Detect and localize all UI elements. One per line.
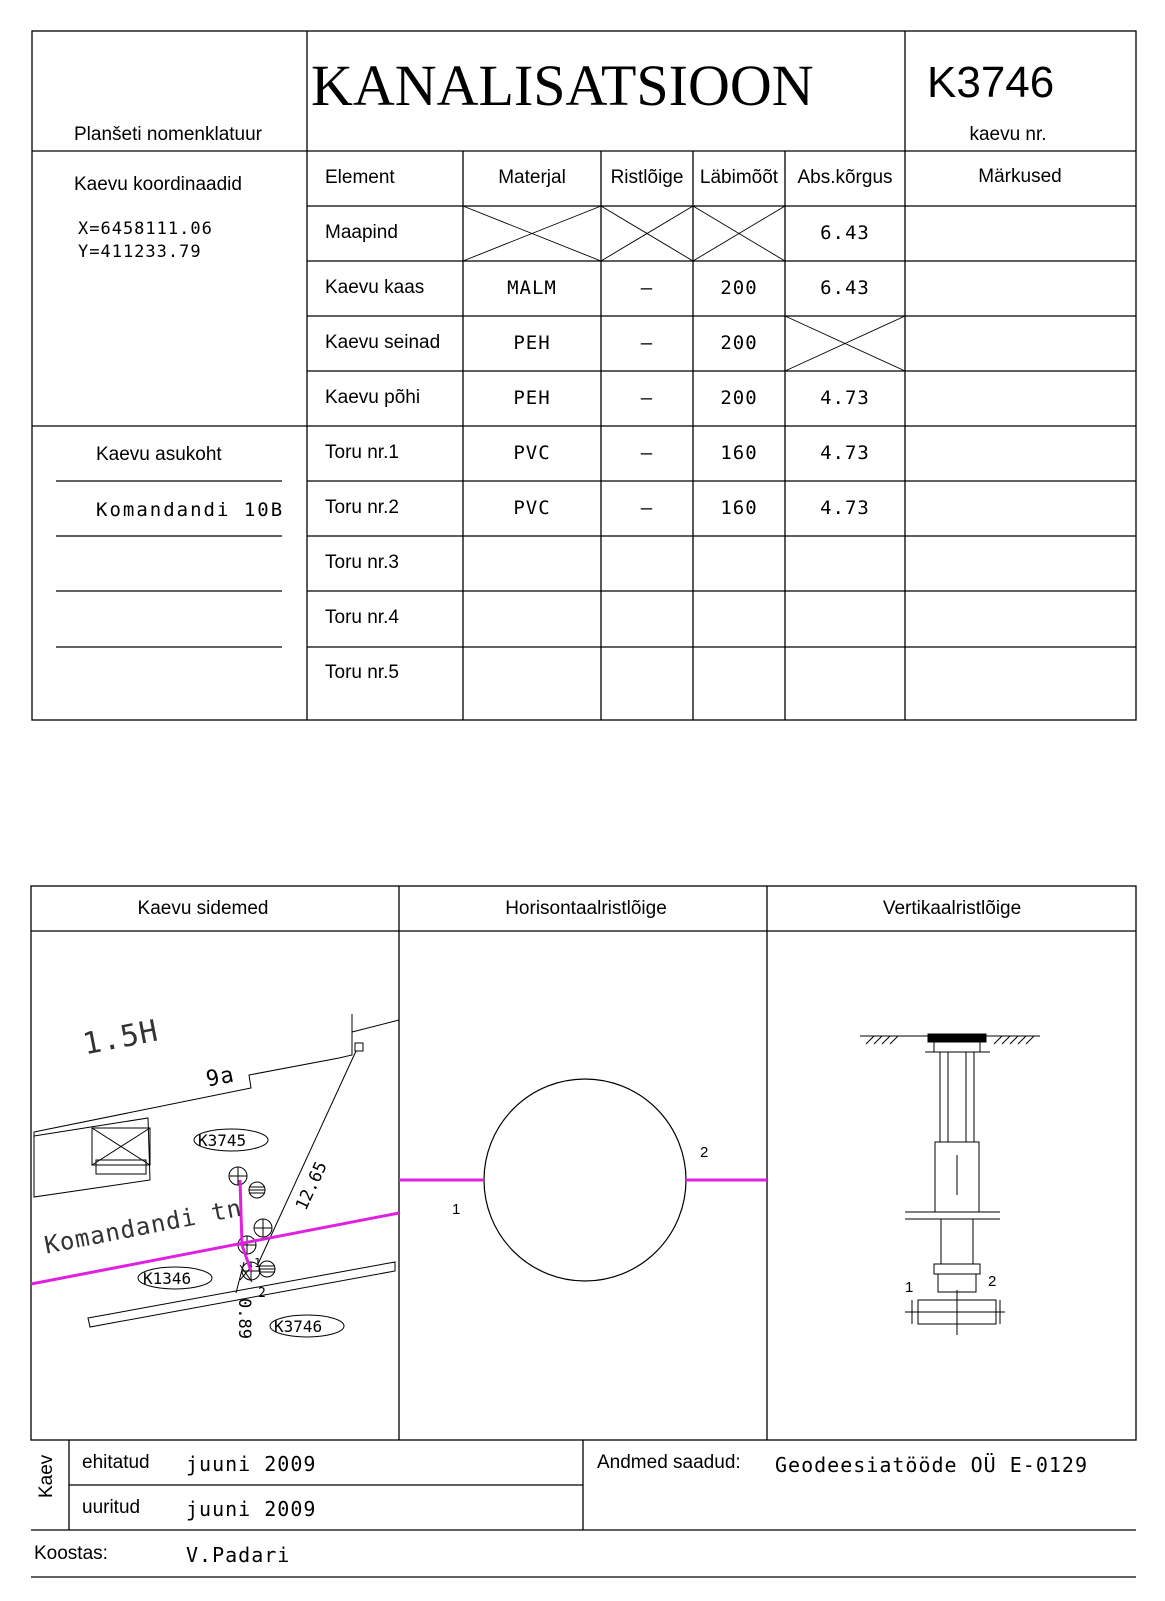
row-diameter: 160 [720, 442, 758, 464]
row-elevation: 4.73 [820, 387, 870, 409]
row-element: Toru nr.4 [325, 607, 399, 628]
row-element: Toru nr.2 [325, 497, 399, 518]
col-header-element: Element [325, 167, 395, 188]
row-elevation: 6.43 [820, 222, 870, 244]
section-title-horizontal: Horisontaalristlõige [505, 898, 667, 919]
row-material: PEH [513, 332, 551, 354]
well-no-label: kaevu nr. [969, 124, 1047, 145]
site-map [34, 1014, 399, 1337]
data-source-label: Andmed saadud: [597, 1452, 741, 1473]
map-pipe-number: 2 [258, 1286, 266, 1301]
vertical-section-drawing [860, 1034, 1040, 1335]
row-material: MALM [507, 277, 557, 299]
row-elevation: 6.43 [820, 277, 870, 299]
row-element: Kaevu seinad [325, 332, 441, 353]
map-pipe-number: 1 [254, 1256, 262, 1270]
col-header-elevation: Abs.kõrgus [797, 167, 893, 188]
row-cross: – [640, 387, 654, 409]
coordinates-label: Kaevu koordinaadid [74, 174, 242, 195]
row-cross: – [640, 277, 654, 299]
row-element: Kaevu kaas [325, 277, 425, 298]
row-cross: – [640, 332, 654, 354]
map-distance-label: 0.89 [234, 1298, 254, 1339]
location-label: Kaevu asukoht [96, 444, 222, 465]
row-elevation: 4.73 [820, 497, 870, 519]
location-address: Komandandi 10B [96, 499, 285, 521]
map-well-label: K3745 [198, 1131, 247, 1150]
row-elevation: 4.73 [820, 442, 870, 464]
row-cross: – [640, 497, 654, 519]
built-label: ehitatud [82, 1452, 150, 1473]
author-value: V.Padari [186, 1543, 291, 1567]
col-header-diameter: Läbimõõt [699, 167, 779, 188]
horizontal-section-drawing [399, 1079, 767, 1281]
built-value: juuni 2009 [186, 1452, 317, 1476]
surveyed-value: juuni 2009 [186, 1497, 317, 1521]
horizontal-pipe-number: 1 [452, 1201, 461, 1218]
horizontal-pipe-number: 2 [700, 1144, 709, 1161]
row-diameter: 200 [720, 332, 758, 354]
row-cross: – [640, 442, 654, 464]
row-diameter: 200 [720, 387, 758, 409]
coordinate-y: Y=411233.79 [78, 242, 202, 262]
footer-side-label: Kaev [36, 1454, 57, 1498]
vertical-pipe-number: 2 [988, 1273, 997, 1290]
section-title-vertical: Vertikaalristlõige [882, 898, 1022, 919]
row-diameter: 160 [720, 497, 758, 519]
page-title: KANALISATSIOON [311, 53, 814, 118]
map-distance-label: 12.65 [292, 1158, 332, 1214]
row-diameter: 200 [720, 277, 758, 299]
row-element: Kaevu põhi [325, 387, 421, 408]
row-element: Toru nr.3 [325, 552, 399, 573]
vertical-pipe-number: 1 [905, 1279, 914, 1296]
row-element: Maapind [325, 222, 398, 243]
well-id: K3746 [927, 58, 1055, 107]
map-well-label: K1346 [143, 1269, 192, 1288]
map-well-label: K3746 [274, 1317, 323, 1336]
author-label: Koostas: [34, 1543, 108, 1564]
row-material: PVC [513, 497, 551, 519]
section-title-connections: Kaevu sidemed [137, 898, 269, 919]
map-building-label: 1.5H [80, 1013, 162, 1063]
data-source-value: Geodeesiatööde OÜ E-0129 [775, 1453, 1088, 1477]
row-element: Toru nr.1 [325, 442, 399, 463]
row-material: PEH [513, 387, 551, 409]
map-street-name: Komandandi tn [42, 1193, 245, 1260]
coordinate-x: X=6458111.06 [78, 219, 213, 239]
surveyed-label: uuritud [82, 1497, 141, 1518]
col-header-notes: Märkused [978, 166, 1062, 187]
map-house-number: 9a [204, 1062, 237, 1093]
row-material: PVC [513, 442, 551, 464]
row-element: Toru nr.5 [325, 662, 399, 683]
col-header-cross-section: Ristlõige [610, 167, 684, 188]
col-header-material: Materjal [498, 167, 566, 188]
nomenclature-label: Planšeti nomenklatuur [74, 124, 262, 145]
